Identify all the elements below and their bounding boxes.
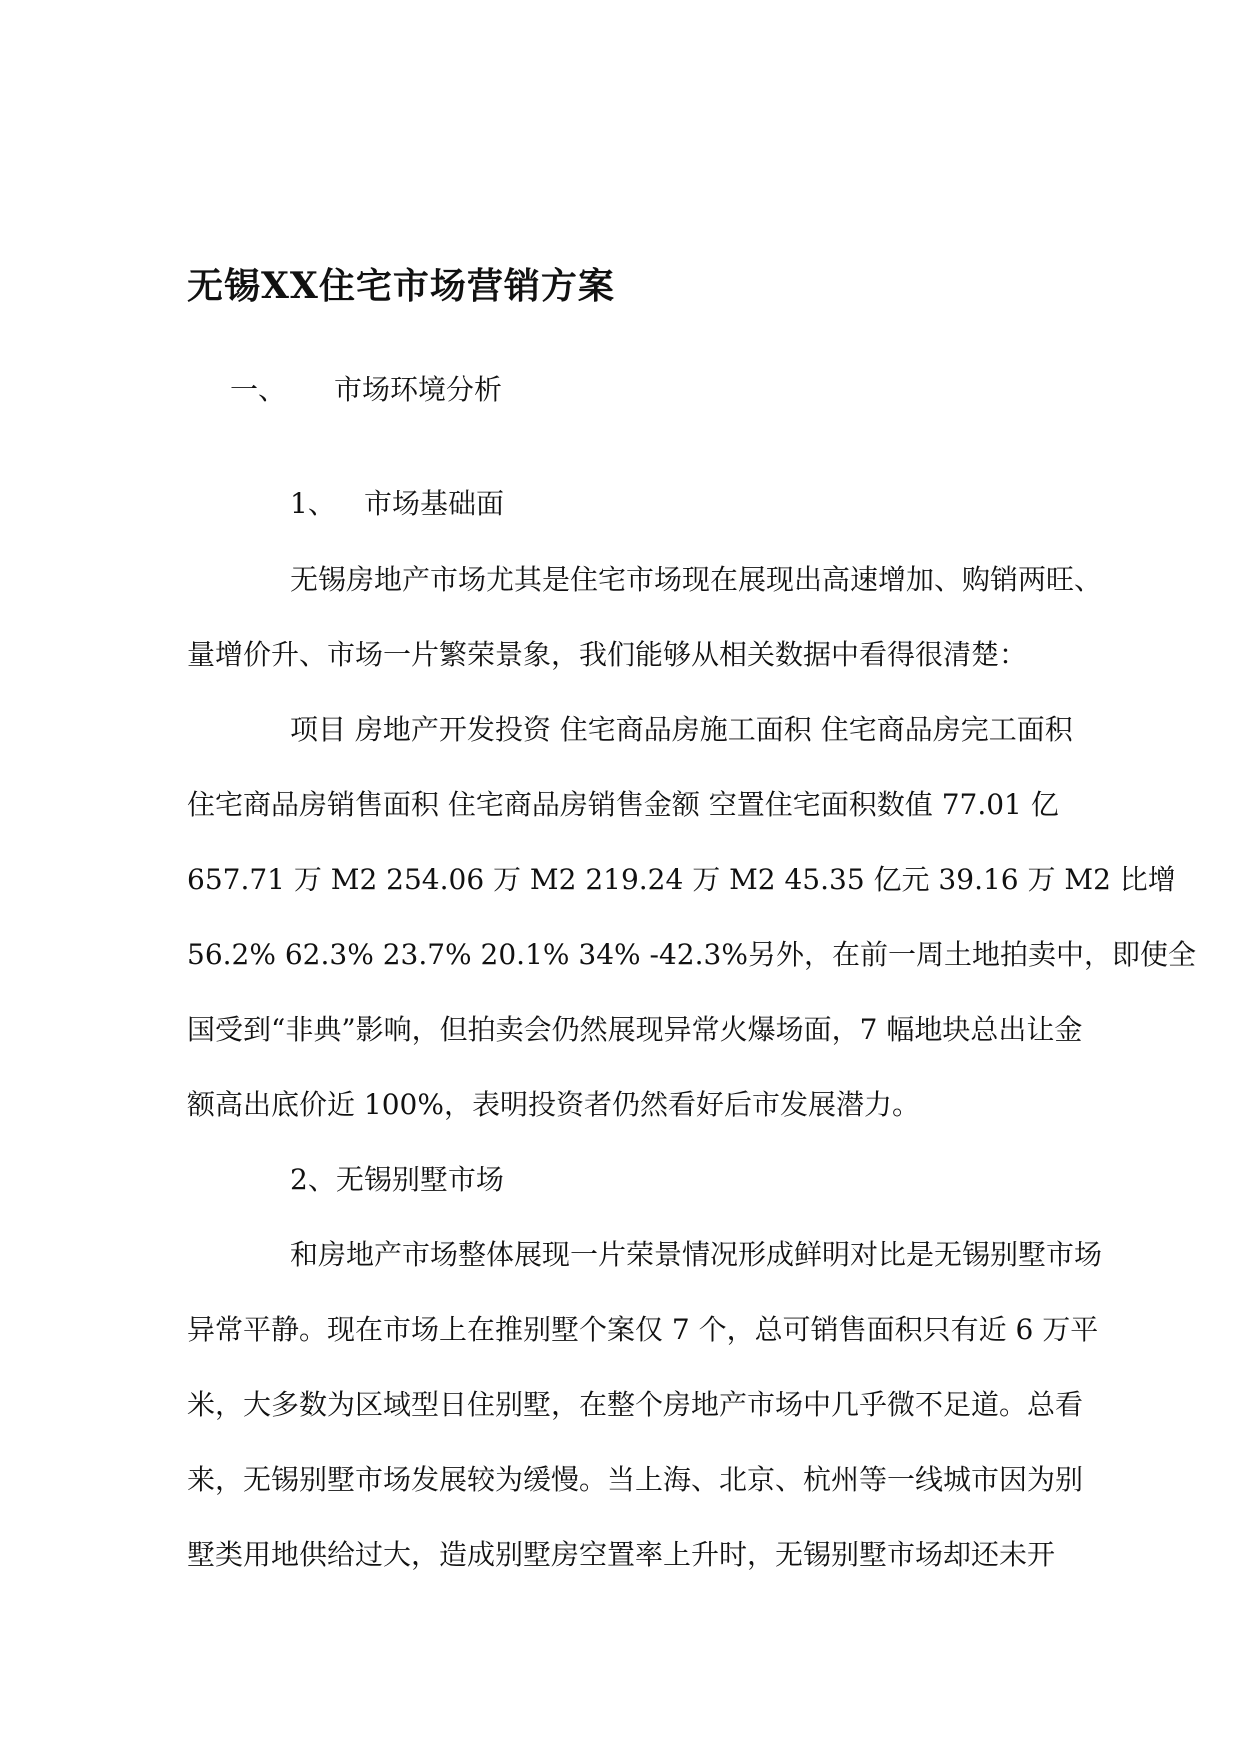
- paragraph-line: 和房地产市场整体展现一片荣景情况形成鲜明对比是无锡别墅市场: [290, 1238, 1103, 1271]
- paragraph-line: 额高出底价近 100%，表明投资者仍然看好后市发展潜力。: [187, 1088, 920, 1121]
- subsection-heading-number: 1、: [290, 487, 336, 520]
- paragraph-line: 56.2% 62.3% 23.7% 20.1% 34% -42.3%另外，在前一周土地拍卖中，即使全: [187, 938, 1196, 971]
- paragraph-line: 住宅商品房销售面积 住宅商品房销售金额 空置住宅面积数值 77.01 亿: [187, 788, 1059, 821]
- paragraph-line: 墅类用地供给过大，造成别墅房空置率上升时，无锡别墅市场却还未开: [187, 1538, 1056, 1571]
- section-heading-label: 市场环境分析: [334, 373, 503, 406]
- subsection-heading: 2、无锡别墅市场: [290, 1163, 504, 1196]
- paragraph-line: 量增价升、市场一片繁荣景象，我们能够从相关数据中看得很清楚：: [187, 638, 1028, 671]
- paragraph-line: 657.71 万 M2 254.06 万 M2 219.24 万 M2 45.35 亿元 39.16 万 M2 比增: [187, 863, 1176, 896]
- section-number: 一、: [230, 373, 287, 406]
- section-heading: [230, 372, 286, 408]
- paragraph-line: 国受到“非典”影响，但拍卖会仍然展现异常火爆场面，7 幅地块总出让金: [187, 1013, 1083, 1046]
- paragraph-line: 来，无锡别墅市场发展较为缓慢。当上海、北京、杭州等一线城市因为别: [187, 1463, 1084, 1496]
- document-title: 无锡XX住宅市场营销方案: [187, 265, 615, 307]
- subsection-heading-label: 市场基础面: [364, 487, 505, 520]
- paragraph-line: 异常平静。现在市场上在推别墅个案仅 7 个，总可销售面积只有近 6 万平: [187, 1313, 1099, 1346]
- paragraph-line: 项目 房地产开发投资 住宅商品房施工面积 住宅商品房完工面积: [290, 713, 1073, 746]
- paragraph-line: 米，大多数为区域型日住别墅，在整个房地产市场中几乎微不足道。总看: [187, 1388, 1084, 1421]
- paragraph-line: 无锡房地产市场尤其是住宅市场现在展现出高速增加、购销两旺、: [290, 563, 1103, 596]
